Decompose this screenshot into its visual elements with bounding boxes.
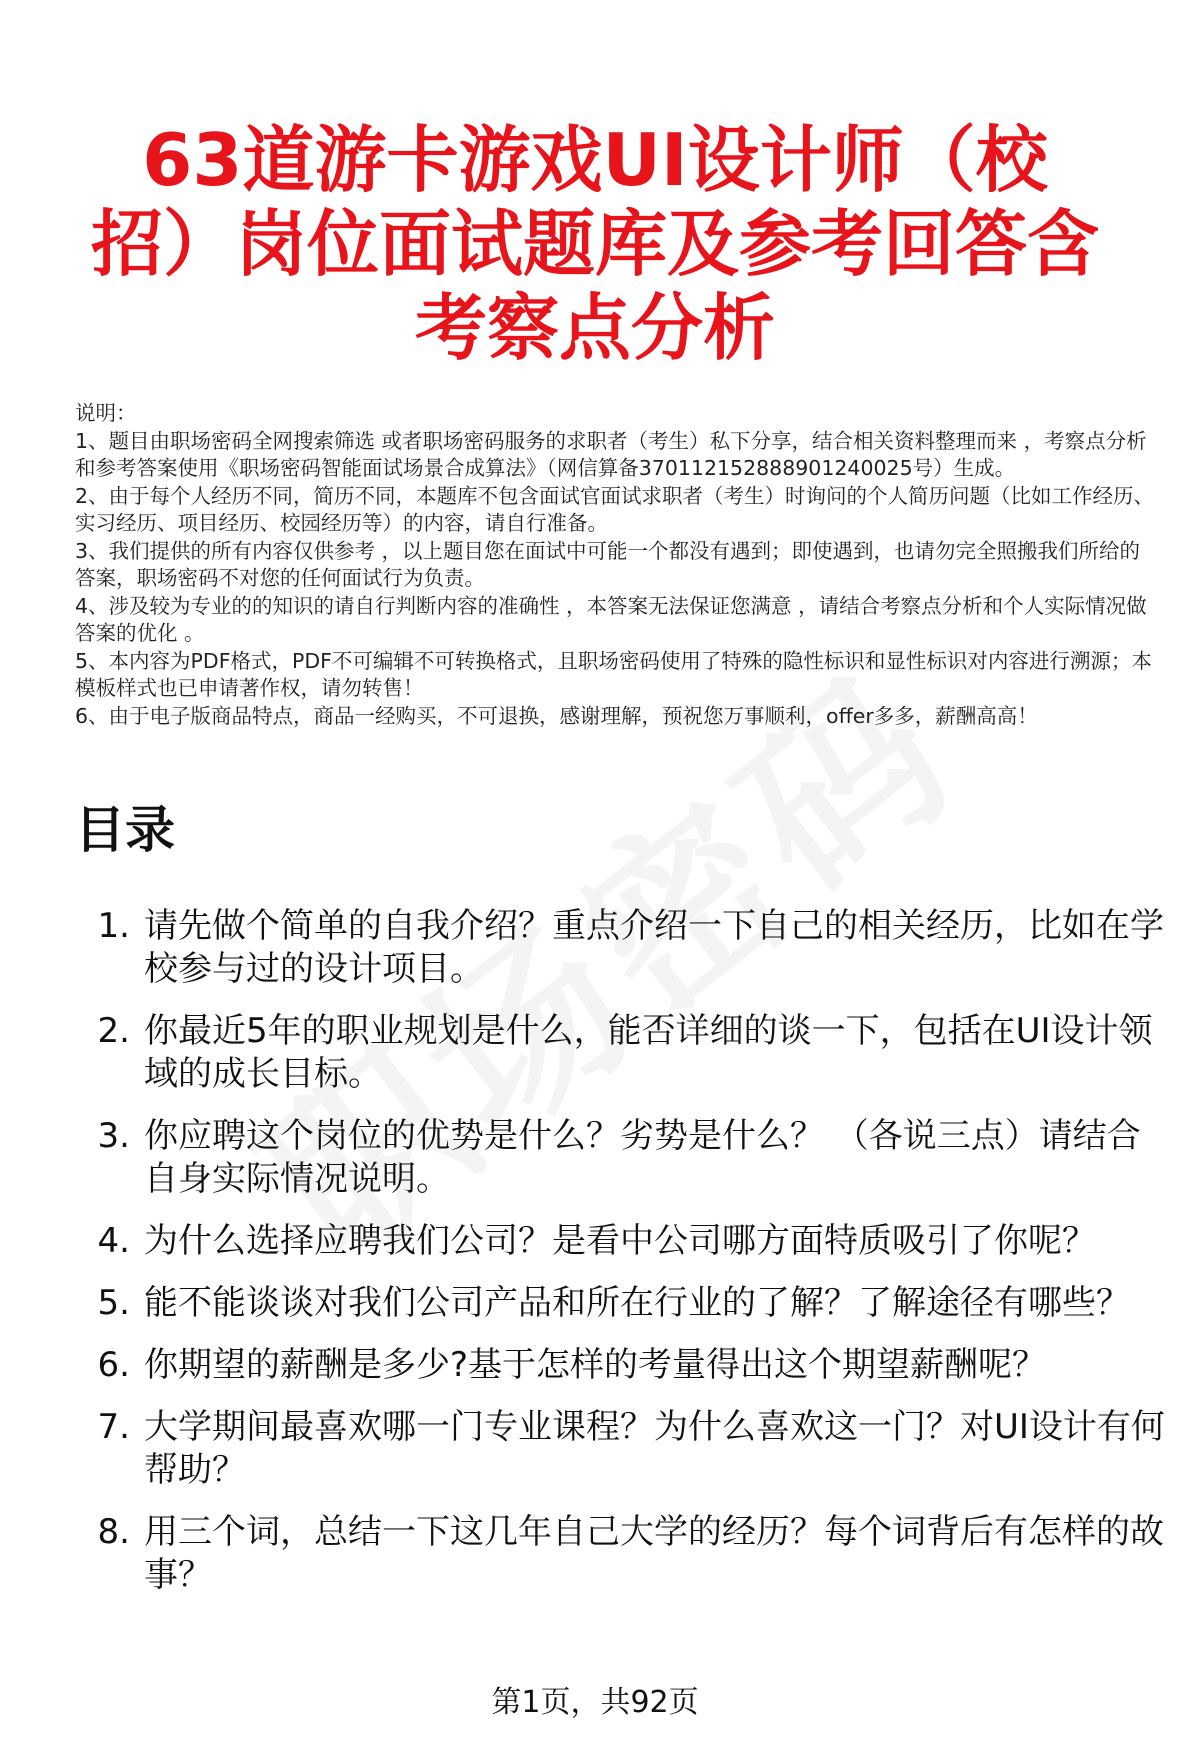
toc-item-text: 用三个词，总结一下这几年自己大学的经历？每个词背后有怎样的故事？ bbox=[144, 1512, 1164, 1595]
note-item: 4、涉及较为专业的的知识的请自行判断内容的准确性 ，本答案无法保证您满意 ，请结合考察点分析和个人实际情况做答案的优化 。 bbox=[75, 593, 1147, 645]
toc-item-text: 大学期间最喜欢哪一门专业课程？为什么喜欢这一门？对UI设计有何帮助？ bbox=[144, 1407, 1165, 1490]
toc-item-number: 8. bbox=[97, 1512, 130, 1552]
toc-item-text: 为什么选择应聘我们公司？是看中公司哪方面特质吸引了你呢？ bbox=[144, 1221, 1096, 1261]
toc-list bbox=[75, 905, 1165, 1616]
page-number: 第1页，共92页 bbox=[491, 1685, 699, 1720]
toc-item[interactable] bbox=[75, 1282, 1165, 1325]
toc-item-text: 你期望的薪酬是多少?基于怎样的考量得出这个期望薪酬呢？ bbox=[144, 1345, 1047, 1385]
toc-item-number: 4. bbox=[97, 1221, 130, 1261]
toc-item-text: 你最近5年的职业规划是什么，能否详细的谈一下，包括在UI设计领域的成长目标。 bbox=[144, 1011, 1153, 1094]
toc-item-number: 1. bbox=[97, 906, 130, 946]
toc-item-number: 3. bbox=[97, 1116, 130, 1156]
notes-heading: 说明： bbox=[75, 401, 137, 425]
toc-item[interactable] bbox=[75, 1406, 1165, 1492]
toc-item-text: 请先做个简单的自我介绍？重点介绍一下自己的相关经历，比如在学校参与过的设计项目。 bbox=[144, 906, 1164, 989]
note-item: 5、本内容为PDF格式，PDF不可编辑不可转换格式，且职场密码使用了特殊的隐性标识和显性标识对内容进行溯源；本模板样式也已申请著作权，请勿转售！ bbox=[75, 648, 1152, 700]
toc-item[interactable] bbox=[75, 1115, 1165, 1201]
toc-item[interactable] bbox=[75, 1344, 1165, 1387]
toc-item-text: 能不能谈谈对我们公司产品和所在行业的了解？了解途径有哪些？ bbox=[144, 1283, 1130, 1323]
toc-item-number: 7. bbox=[97, 1407, 130, 1447]
toc-item[interactable] bbox=[75, 1010, 1165, 1096]
note-item: 2、由于每个人经历不同，简历不同，本题库不包含面试官面试求职者（考生）时询问的个人简历问题（比如工作经历、实习经历、项目经历、校园经历等）的内容，请自行准备。 bbox=[75, 483, 1155, 535]
disclaimer-notes bbox=[75, 400, 1155, 730]
toc-item[interactable] bbox=[75, 1220, 1165, 1263]
toc-item-number: 2. bbox=[97, 1011, 130, 1051]
toc-item[interactable] bbox=[75, 905, 1165, 991]
toc-item[interactable] bbox=[75, 1511, 1165, 1597]
toc-item-text: 你应聘这个岗位的优势是什么？劣势是什么？ （各说三点）请结合自身实际情况说明。 bbox=[144, 1116, 1141, 1199]
toc-item-number: 5. bbox=[97, 1283, 130, 1323]
toc-heading: 目录 bbox=[75, 801, 175, 859]
toc-item-number: 6. bbox=[97, 1345, 130, 1385]
page-title: 63道游卡游戏UI设计师（校招）岗位面试题库及参考回答含考察点分析 bbox=[90, 118, 1099, 370]
note-item: 6、由于电子版商品特点，商品一经购买，不可退换，感谢理解，预祝您万事顺利，offer多多，薪酬高高！ bbox=[75, 703, 1038, 728]
note-item: 1、题目由职场密码全网搜索筛选 或者职场密码服务的求职者（考生）私下分享，结合相关资料整理而来 ，考察点分析和参考答案使用《职场密码智能面试场景合成算法》（网信算备370112152888901240025号）生成。 bbox=[75, 428, 1147, 480]
note-item: 3、我们提供的所有内容仅供参考 ，以上题目您在面试中可能一个都没有遇到；即使遇到，也请勿完全照搬我们所给的答案，职场密码不对您的任何面试行为负责。 bbox=[75, 538, 1141, 590]
